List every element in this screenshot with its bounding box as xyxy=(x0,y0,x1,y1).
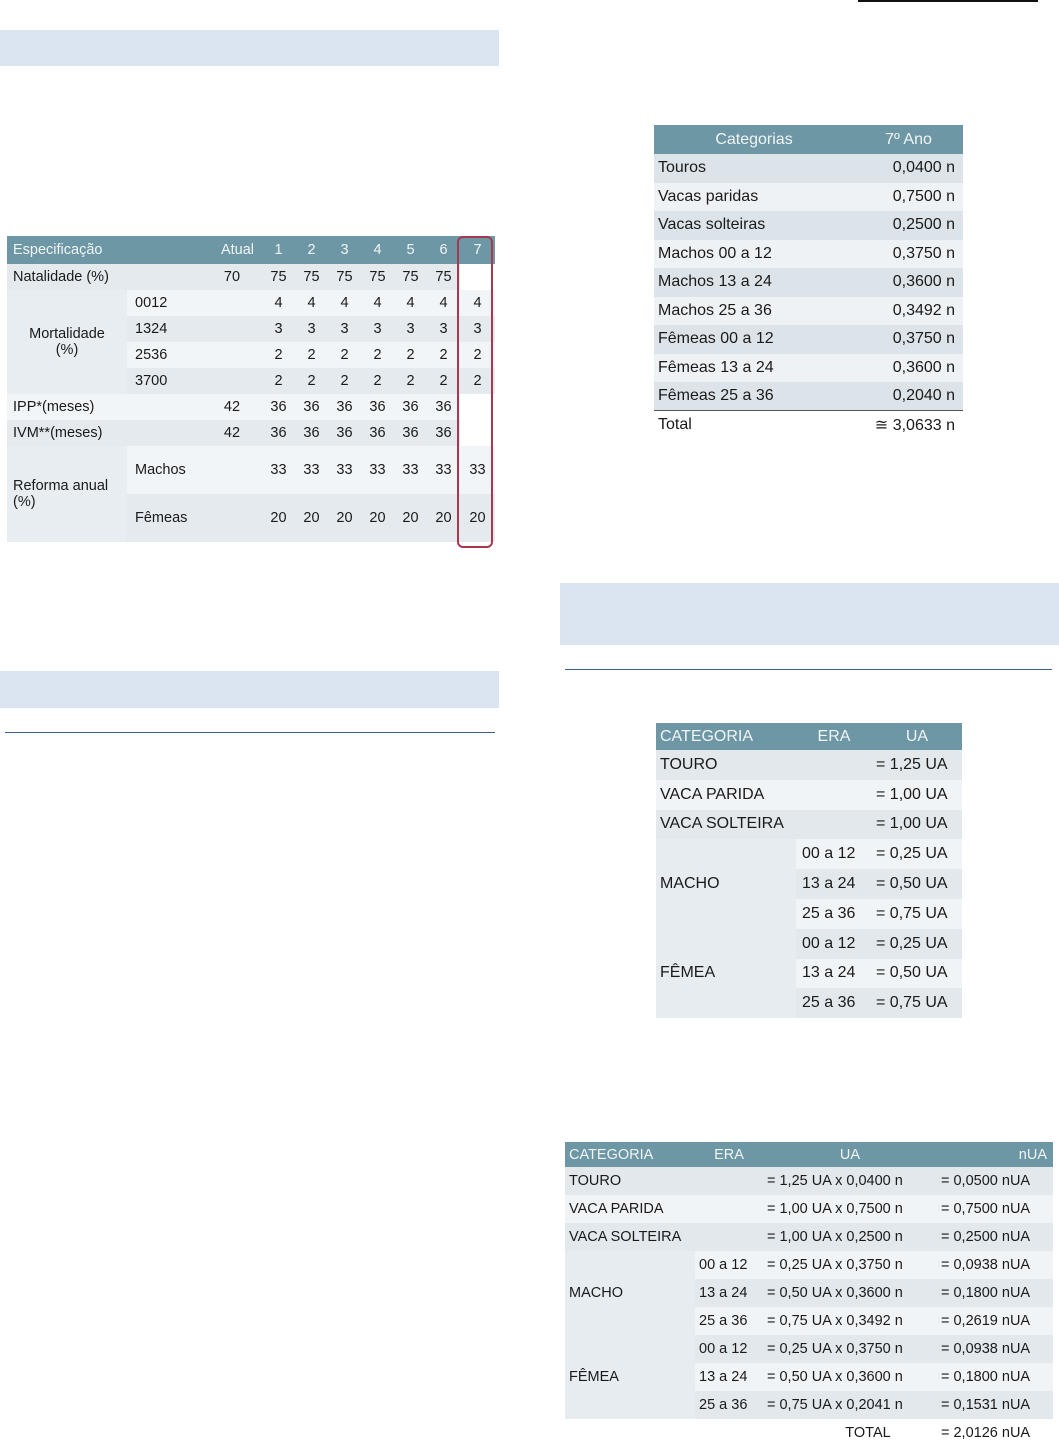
ua-cell: = 0,25 UA x 0,3750 n xyxy=(763,1251,937,1279)
era-cell: 13 a 24 xyxy=(695,1279,763,1307)
header-categorias: Categorias xyxy=(654,125,854,154)
table-row xyxy=(565,1335,1053,1363)
era-cell: 13 a 24 xyxy=(695,1363,763,1391)
header-7-ano: 7º Ano xyxy=(854,125,963,154)
cell: 33 xyxy=(394,446,427,494)
total-row xyxy=(654,411,963,440)
cell: 36 xyxy=(394,420,427,446)
value-cell: 0,3492 n xyxy=(854,297,963,326)
table-header-row xyxy=(565,1142,1053,1167)
cell: 75 xyxy=(361,264,394,290)
cell: 42 xyxy=(202,394,262,420)
cell: 36 xyxy=(361,394,394,420)
table-row xyxy=(656,780,962,810)
section-header-band xyxy=(0,30,499,66)
era-cell: 25 a 36 xyxy=(796,899,872,929)
cell: 36 xyxy=(328,394,361,420)
header-year: 4 xyxy=(361,236,394,264)
category-cell: VACA SOLTEIRA xyxy=(656,810,796,840)
cell: 20 xyxy=(394,494,427,542)
category-cell: Machos 25 a 36 xyxy=(654,297,854,326)
category-cell: MACHO xyxy=(656,839,796,928)
table-row xyxy=(7,394,495,420)
category-cell: Machos 00 a 12 xyxy=(654,240,854,269)
row-label: IPP*(meses) xyxy=(7,394,202,420)
ua-cell: = 1,25 UA xyxy=(872,750,962,780)
value-cell: 0,3750 n xyxy=(854,240,963,269)
cell: 4 xyxy=(295,290,328,316)
header-ua: UA xyxy=(872,723,962,750)
table-row xyxy=(565,1251,1053,1279)
cell: 33 xyxy=(262,446,295,494)
cell: 4 xyxy=(427,290,460,316)
cell: 4 xyxy=(460,290,495,316)
cell: 2 xyxy=(427,368,460,394)
ua-cell: = 0,75 UA x 0,3492 n xyxy=(763,1307,937,1335)
category-cell: FÊMEA xyxy=(565,1335,695,1419)
table-row xyxy=(654,240,963,269)
category-cell: Machos 13 a 24 xyxy=(654,268,854,297)
cell: 2 xyxy=(328,342,361,368)
ua-cell: = 0,25 UA xyxy=(872,839,962,869)
row-label: IVM**(meses) xyxy=(7,420,202,446)
table-row xyxy=(656,750,962,780)
cell: 2 xyxy=(295,342,328,368)
table-row xyxy=(654,211,963,240)
cell: 2 xyxy=(328,368,361,394)
sub-label: 0012 xyxy=(127,290,202,316)
cell: 36 xyxy=(361,420,394,446)
cell: 4 xyxy=(328,290,361,316)
row-label-text: Mortalidade (%) xyxy=(29,326,105,358)
cell: 3 xyxy=(394,316,427,342)
header-year: 3 xyxy=(328,236,361,264)
ua-cell: = 0,75 UA xyxy=(872,988,962,1018)
cell: 75 xyxy=(295,264,328,290)
sub-label: 1324 xyxy=(127,316,202,342)
table-row xyxy=(656,810,962,840)
cell: 33 xyxy=(328,446,361,494)
table-row xyxy=(565,1195,1053,1223)
sub-label: Machos xyxy=(127,446,202,494)
table-row xyxy=(7,420,495,446)
category-cell: VACA SOLTEIRA xyxy=(565,1223,695,1251)
nua-cell: = 0,1800 nUA xyxy=(937,1363,1053,1391)
ua-cell: = 1,00 UA x 0,7500 n xyxy=(763,1195,937,1223)
cell: 2 xyxy=(460,368,495,394)
cell: 33 xyxy=(361,446,394,494)
nua-cell: = 0,0938 nUA xyxy=(937,1335,1053,1363)
ua-cell: = 0,50 UA xyxy=(872,959,962,989)
ua-cell: = 0,75 UA x 0,2041 n xyxy=(763,1391,937,1419)
cell: 2 xyxy=(262,342,295,368)
sub-label: 2536 xyxy=(127,342,202,368)
table-row xyxy=(654,268,963,297)
category-cell: Fêmeas 25 a 36 xyxy=(654,382,854,411)
header-nua: nUA xyxy=(937,1142,1053,1167)
table-row xyxy=(654,154,963,183)
header-year: 2 xyxy=(295,236,328,264)
row-label-text: Reforma anual (%) xyxy=(13,478,109,510)
total-label: Total xyxy=(654,411,854,440)
top-right-rule xyxy=(858,0,1038,2)
cell: 36 xyxy=(295,420,328,446)
header-atual: Atual xyxy=(202,236,262,264)
era-cell: 00 a 12 xyxy=(695,1335,763,1363)
header-era: ERA xyxy=(796,723,872,750)
nua-table xyxy=(565,1142,1053,1447)
table-header-row xyxy=(656,723,962,750)
cell: 20 xyxy=(460,494,495,542)
table-row xyxy=(654,297,963,326)
cell: 3 xyxy=(328,316,361,342)
table-row xyxy=(7,264,495,290)
section-rule xyxy=(5,732,495,733)
header-especificacao: Especificação xyxy=(7,236,202,264)
category-cell: VACA PARIDA xyxy=(565,1195,695,1223)
table-row xyxy=(7,290,495,316)
nua-cell: = 0,2500 nUA xyxy=(937,1223,1053,1251)
ua-table xyxy=(656,723,962,1018)
category-cell: Fêmeas 00 a 12 xyxy=(654,325,854,354)
ua-cell: = 0,25 UA x 0,3750 n xyxy=(763,1335,937,1363)
table-row xyxy=(654,382,963,411)
era-cell: 00 a 12 xyxy=(695,1251,763,1279)
cell: 75 xyxy=(427,264,460,290)
value-cell: 0,3600 n xyxy=(854,268,963,297)
table-header-row xyxy=(7,236,495,264)
nua-cell: = 0,2619 nUA xyxy=(937,1307,1053,1335)
value-cell: 0,3600 n xyxy=(854,354,963,383)
table-row xyxy=(654,183,963,212)
header-era: ERA xyxy=(695,1142,763,1167)
category-cell: MACHO xyxy=(565,1251,695,1335)
nua-cell: = 0,1531 nUA xyxy=(937,1391,1053,1419)
ua-cell: = 0,25 UA xyxy=(872,929,962,959)
cell: 3 xyxy=(361,316,394,342)
cell: 20 xyxy=(427,494,460,542)
value-cell: 0,3750 n xyxy=(854,325,963,354)
cell: 2 xyxy=(361,342,394,368)
header-year: 1 xyxy=(262,236,295,264)
table-row xyxy=(654,354,963,383)
cell: 3 xyxy=(295,316,328,342)
cell: 20 xyxy=(328,494,361,542)
category-cell: TOURO xyxy=(565,1167,695,1195)
sub-label: 3700 xyxy=(127,368,202,394)
category-cell: Touros xyxy=(654,154,854,183)
nua-cell: = 0,1800 nUA xyxy=(937,1279,1053,1307)
era-cell: 25 a 36 xyxy=(695,1307,763,1335)
cell: 3 xyxy=(262,316,295,342)
era-cell: 00 a 12 xyxy=(796,929,872,959)
total-label: TOTAL xyxy=(763,1419,937,1447)
category-cell: Vacas paridas xyxy=(654,183,854,212)
header-year: 7 xyxy=(460,236,495,264)
era-cell: 00 a 12 xyxy=(796,839,872,869)
table-row xyxy=(656,929,962,959)
table-row xyxy=(7,446,495,494)
header-year: 6 xyxy=(427,236,460,264)
value-cell: 0,0400 n xyxy=(854,154,963,183)
cell: 36 xyxy=(262,420,295,446)
cell: 2 xyxy=(394,368,427,394)
table-row xyxy=(654,325,963,354)
cell: 33 xyxy=(295,446,328,494)
cell: 2 xyxy=(295,368,328,394)
ua-cell: = 1,00 UA x 0,2500 n xyxy=(763,1223,937,1251)
cell: 33 xyxy=(460,446,495,494)
cell: 75 xyxy=(328,264,361,290)
header-categoria: CATEGORIA xyxy=(565,1142,695,1167)
row-label: Natalidade (%) xyxy=(7,264,202,290)
category-cell: VACA PARIDA xyxy=(656,780,796,810)
header-year: 5 xyxy=(394,236,427,264)
era-cell: 25 a 36 xyxy=(796,988,872,1018)
cell: 3 xyxy=(460,316,495,342)
era-cell: 25 a 36 xyxy=(695,1391,763,1419)
especificacao-table xyxy=(7,236,495,542)
cell: 20 xyxy=(361,494,394,542)
nua-cell: = 0,0500 nUA xyxy=(937,1167,1053,1195)
total-value: = 2,0126 nUA xyxy=(937,1419,1053,1447)
section-header-band xyxy=(0,671,499,708)
category-cell: Vacas solteiras xyxy=(654,211,854,240)
cell: 75 xyxy=(394,264,427,290)
total-row xyxy=(565,1419,1053,1447)
cell: 2 xyxy=(262,368,295,394)
ua-cell: = 0,50 UA x 0,3600 n xyxy=(763,1279,937,1307)
cell: 36 xyxy=(427,394,460,420)
cell: 2 xyxy=(460,342,495,368)
ua-cell: = 1,00 UA xyxy=(872,780,962,810)
table-header-row xyxy=(654,125,963,154)
category-cell: FÊMEA xyxy=(656,929,796,1018)
cell: 20 xyxy=(262,494,295,542)
year-7-highlight xyxy=(457,236,493,548)
cell: 36 xyxy=(427,420,460,446)
table-row xyxy=(565,1167,1053,1195)
cell: 3 xyxy=(427,316,460,342)
row-label xyxy=(7,290,127,394)
cell: 36 xyxy=(295,394,328,420)
section-rule xyxy=(565,669,1052,670)
ua-cell: = 1,25 UA x 0,0400 n xyxy=(763,1167,937,1195)
cell: 42 xyxy=(202,420,262,446)
value-cell: 0,7500 n xyxy=(854,183,963,212)
ua-cell: = 0,50 UA x 0,3600 n xyxy=(763,1363,937,1391)
category-cell: TOURO xyxy=(656,750,796,780)
ua-cell: = 0,75 UA xyxy=(872,899,962,929)
cell: 4 xyxy=(394,290,427,316)
value-cell: 0,2500 n xyxy=(854,211,963,240)
cell: 33 xyxy=(427,446,460,494)
value-cell: 0,2040 n xyxy=(854,382,963,411)
cell: 36 xyxy=(328,420,361,446)
cell: 36 xyxy=(262,394,295,420)
header-categoria: CATEGORIA xyxy=(656,723,796,750)
era-cell: 13 a 24 xyxy=(796,959,872,989)
cell: 75 xyxy=(262,264,295,290)
nua-cell: = 0,7500 nUA xyxy=(937,1195,1053,1223)
cell: 70 xyxy=(202,264,262,290)
cell: 4 xyxy=(361,290,394,316)
cell: 2 xyxy=(361,368,394,394)
section-header-band xyxy=(560,583,1059,645)
ua-cell: = 0,50 UA xyxy=(872,869,962,899)
cell: 2 xyxy=(427,342,460,368)
header-ua: UA xyxy=(763,1142,937,1167)
table-row xyxy=(656,839,962,869)
cell: 2 xyxy=(394,342,427,368)
cell: 36 xyxy=(394,394,427,420)
cell: 20 xyxy=(295,494,328,542)
ua-cell: = 1,00 UA xyxy=(872,810,962,840)
categorias-table xyxy=(654,125,963,439)
row-label xyxy=(7,446,127,542)
era-cell: 13 a 24 xyxy=(796,869,872,899)
sub-label: Fêmeas xyxy=(127,494,202,542)
cell: 4 xyxy=(262,290,295,316)
total-value: ≅ 3,0633 n xyxy=(854,411,963,440)
category-cell: Fêmeas 13 a 24 xyxy=(654,354,854,383)
table-row xyxy=(565,1223,1053,1251)
nua-cell: = 0,0938 nUA xyxy=(937,1251,1053,1279)
